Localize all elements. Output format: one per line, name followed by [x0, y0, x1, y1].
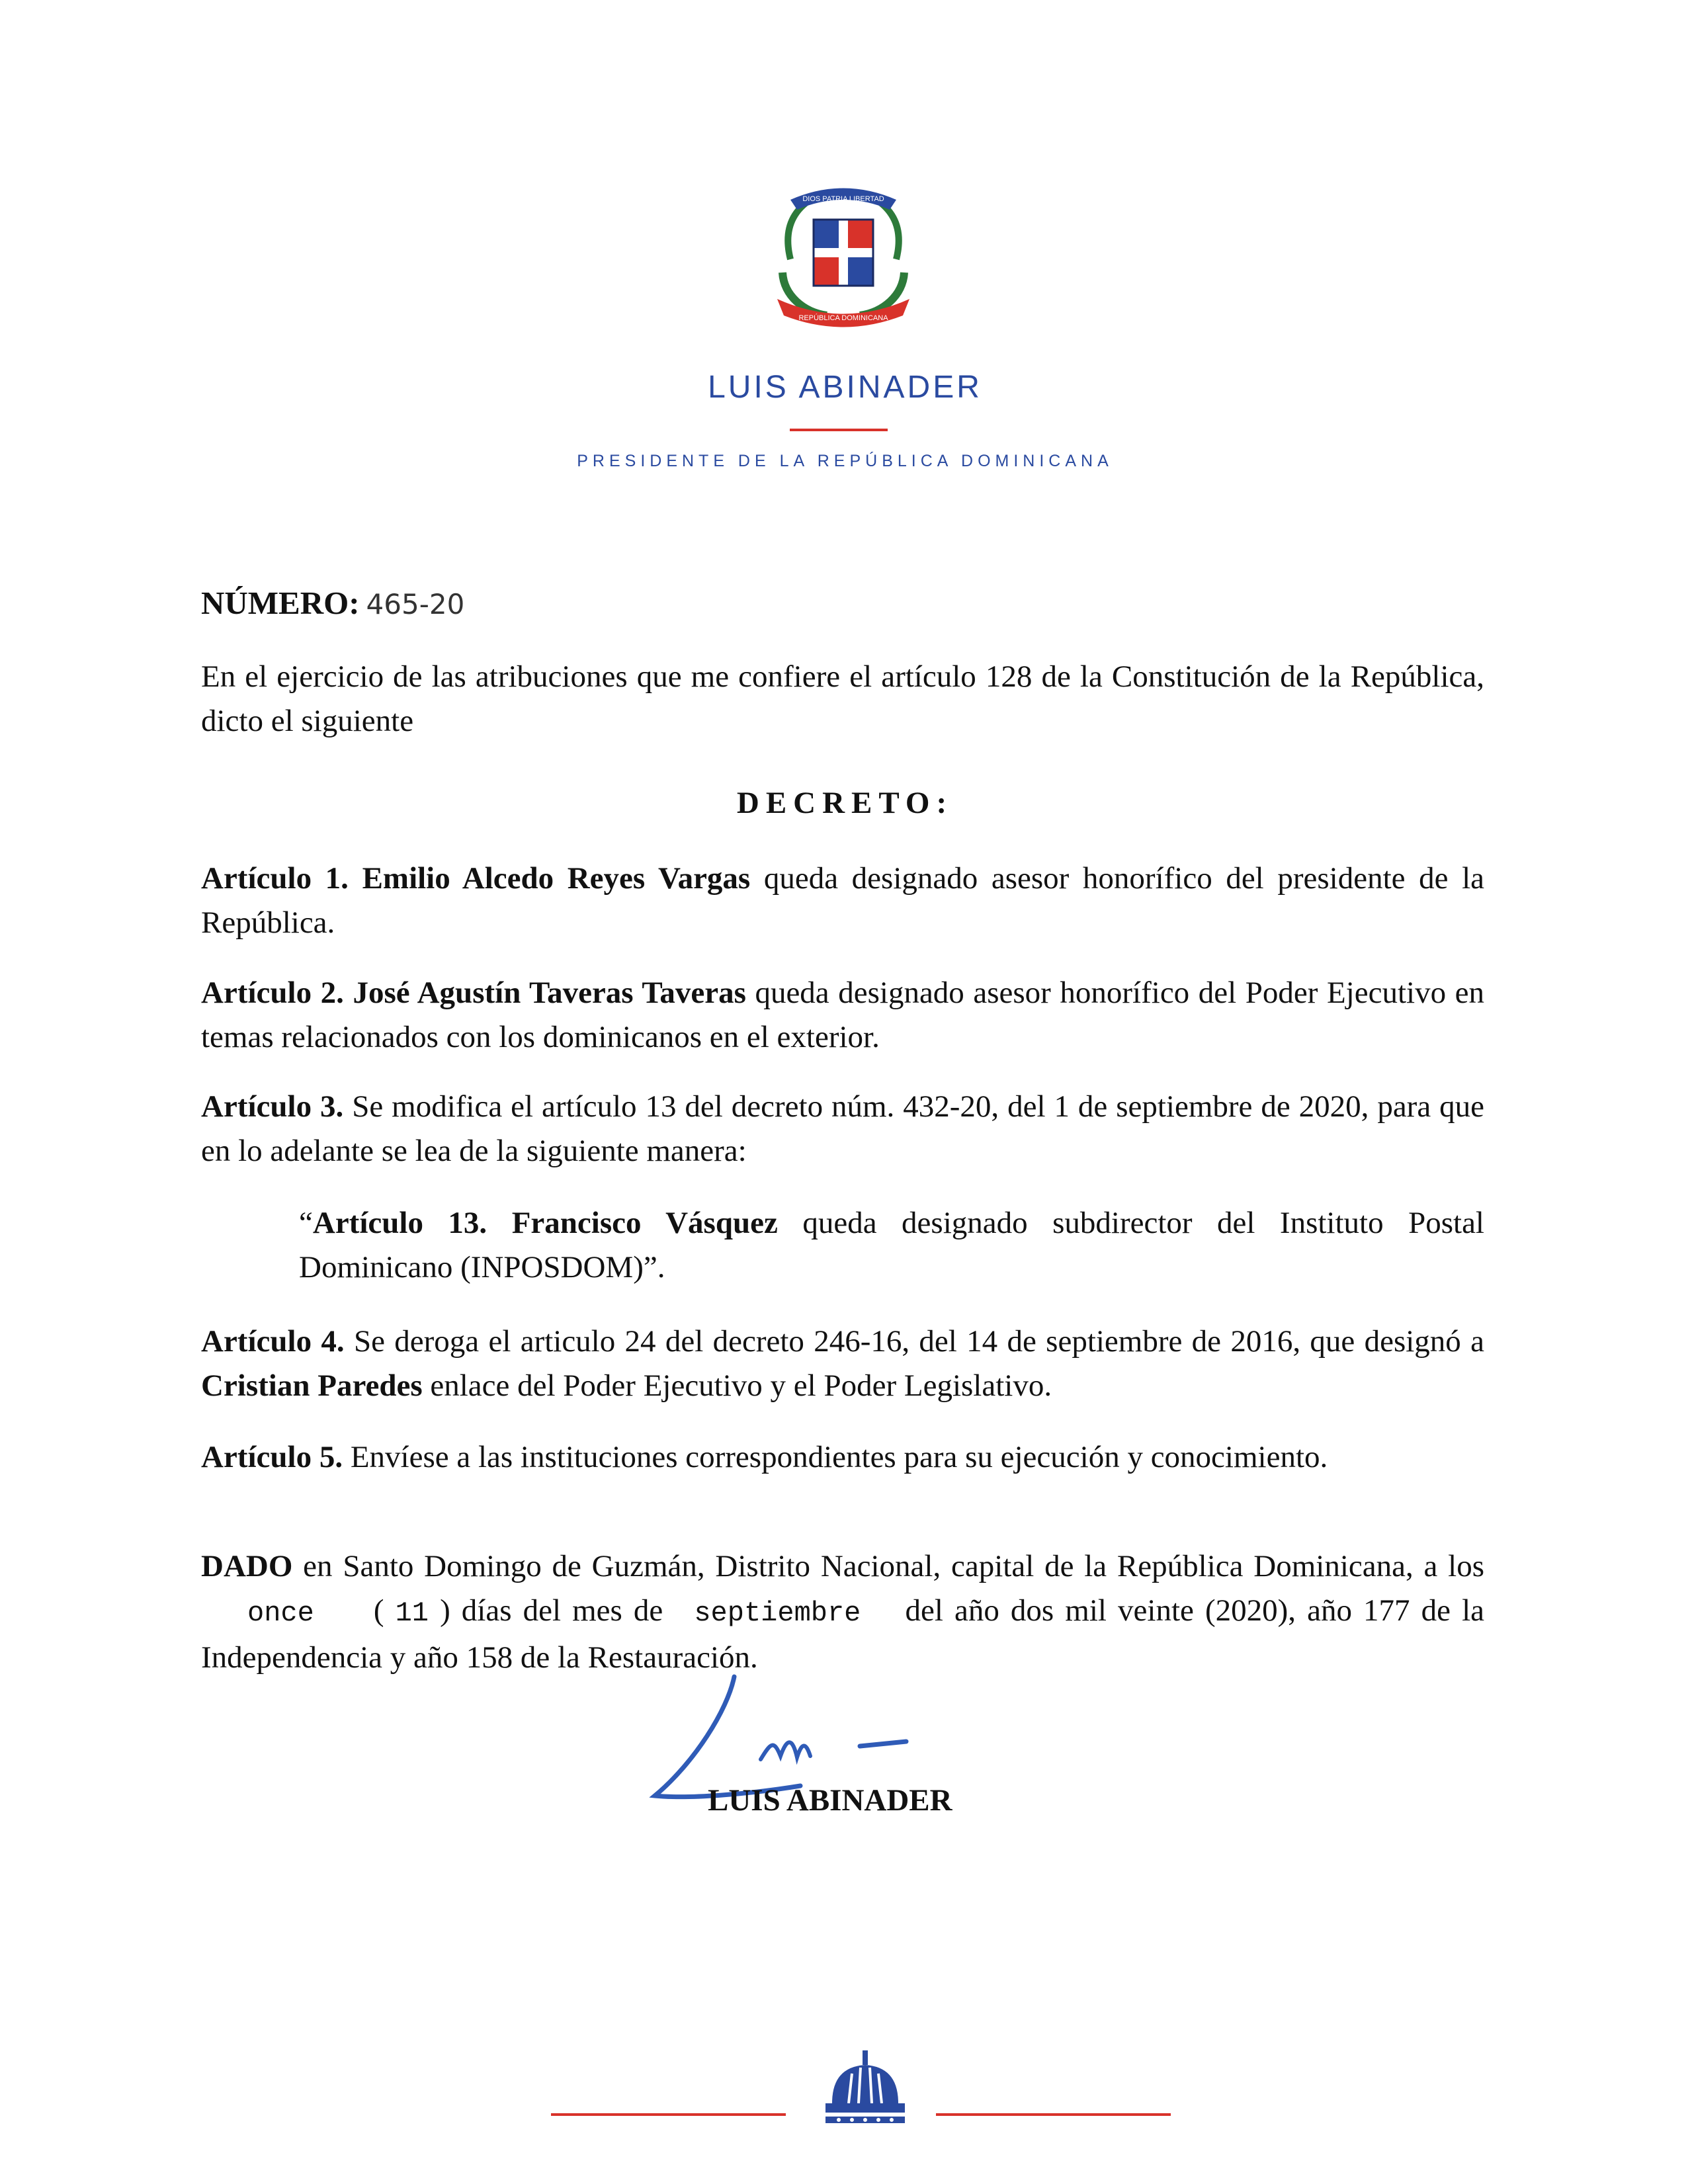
article-text: queda designado subdirector del Instituto Postal Dominicano (INPOSDOM)”. — [299, 1206, 1484, 1284]
article-2 — [201, 971, 1484, 1060]
signer-name: LUIS ABINADER — [708, 1783, 952, 1818]
svg-text:REPÚBLICA DOMINICANA: REPÚBLICA DOMINICANA — [798, 314, 888, 322]
article-3 — [201, 1085, 1484, 1173]
footer-divider-left — [551, 2113, 786, 2116]
article-text: Se modifica el artículo 13 del decreto núm. 432-20, del 1 de septiembre de 2020, para que en lo adelante se lea de la siguiente manera: — [201, 1089, 1484, 1168]
palace-dome-icon — [822, 2050, 908, 2130]
decree-title: DECRETO: — [736, 786, 954, 820]
header-title: PRESIDENTE DE LA REPÚBLICA DOMINICANA — [577, 452, 1113, 470]
article-label: Artículo 1. — [201, 861, 349, 896]
decree-number-label: NÚMERO: — [201, 585, 360, 621]
appointee-name: Francisco Vásquez — [511, 1206, 778, 1240]
article-text-before: Se deroga el articulo 24 del decreto 246-16, del 14 de septiembre de 2016, que designó a — [344, 1324, 1484, 1359]
decree-number-value: 465-20 — [366, 588, 465, 620]
article-13-quote — [299, 1201, 1484, 1290]
closing-paragraph: DADO en Santo Domingo de Guzmán, Distrito Nacional, capital de la República Dominicana, a los once ( 11 ) días del mes de septiembre del año dos mil veinte (2020), año 177 de la Independencia y año 158 de la Restauración. — [201, 1549, 1484, 1675]
article-label: Artículo 2. — [201, 976, 344, 1010]
closing-text: del año dos mil veinte (2020), año 177 de la Independencia y año 158 de la Restauración. — [201, 1593, 1484, 1675]
article-label: Artículo 4. — [201, 1324, 345, 1359]
appointee-name: Cristian Paredes — [201, 1368, 423, 1403]
closing-label: DADO — [201, 1549, 293, 1583]
article-label: Artículo 3. — [201, 1089, 344, 1124]
preamble: En el ejercicio de las atribuciones que me confiere el artículo 128 de la Constitución de la República, dicto el siguiente — [201, 659, 1484, 738]
footer-divider-right — [936, 2113, 1171, 2116]
month: septiembre — [694, 1597, 861, 1629]
article-label: Artículo 13. — [312, 1206, 487, 1240]
header-name: LUIS ABINADER — [708, 370, 982, 405]
svg-text:DIOS PATRIA LIBERTAD: DIOS PATRIA LIBERTAD — [802, 195, 884, 203]
decree-number — [201, 584, 464, 622]
open-quote: “ — [299, 1206, 313, 1240]
day-words: once — [247, 1597, 314, 1629]
article-label: Artículo 5. — [201, 1440, 343, 1474]
day-number: 11 — [395, 1597, 429, 1629]
article-1 — [201, 857, 1484, 945]
closing-text: en Santo Domingo de Guzmán, Distrito Nacional, capital de la República Dominicana, a los — [292, 1549, 1484, 1583]
article-text: queda designado asesor honorífico del presidente de la República. — [201, 861, 1485, 940]
closing-text: días del mes de — [450, 1593, 675, 1628]
appointee-name: Emilio Alcedo Reyes Vargas — [362, 861, 751, 896]
article-5 — [201, 1435, 1484, 1480]
article-4 — [201, 1320, 1484, 1408]
header-divider — [790, 429, 888, 431]
article-text: queda designado asesor honorífico del Poder Ejecutivo en temas relacionados con los dominicanos en el exterior. — [201, 976, 1485, 1054]
article-text: enlace del Poder Ejecutivo y el Poder Legislativo. — [422, 1368, 1052, 1403]
coat-of-arms-seal — [764, 180, 923, 336]
article-text: Envíese a las instituciones correspondientes para su ejecución y conocimiento. — [343, 1440, 1328, 1474]
appointee-name: José Agustín Taveras Taveras — [353, 976, 746, 1010]
